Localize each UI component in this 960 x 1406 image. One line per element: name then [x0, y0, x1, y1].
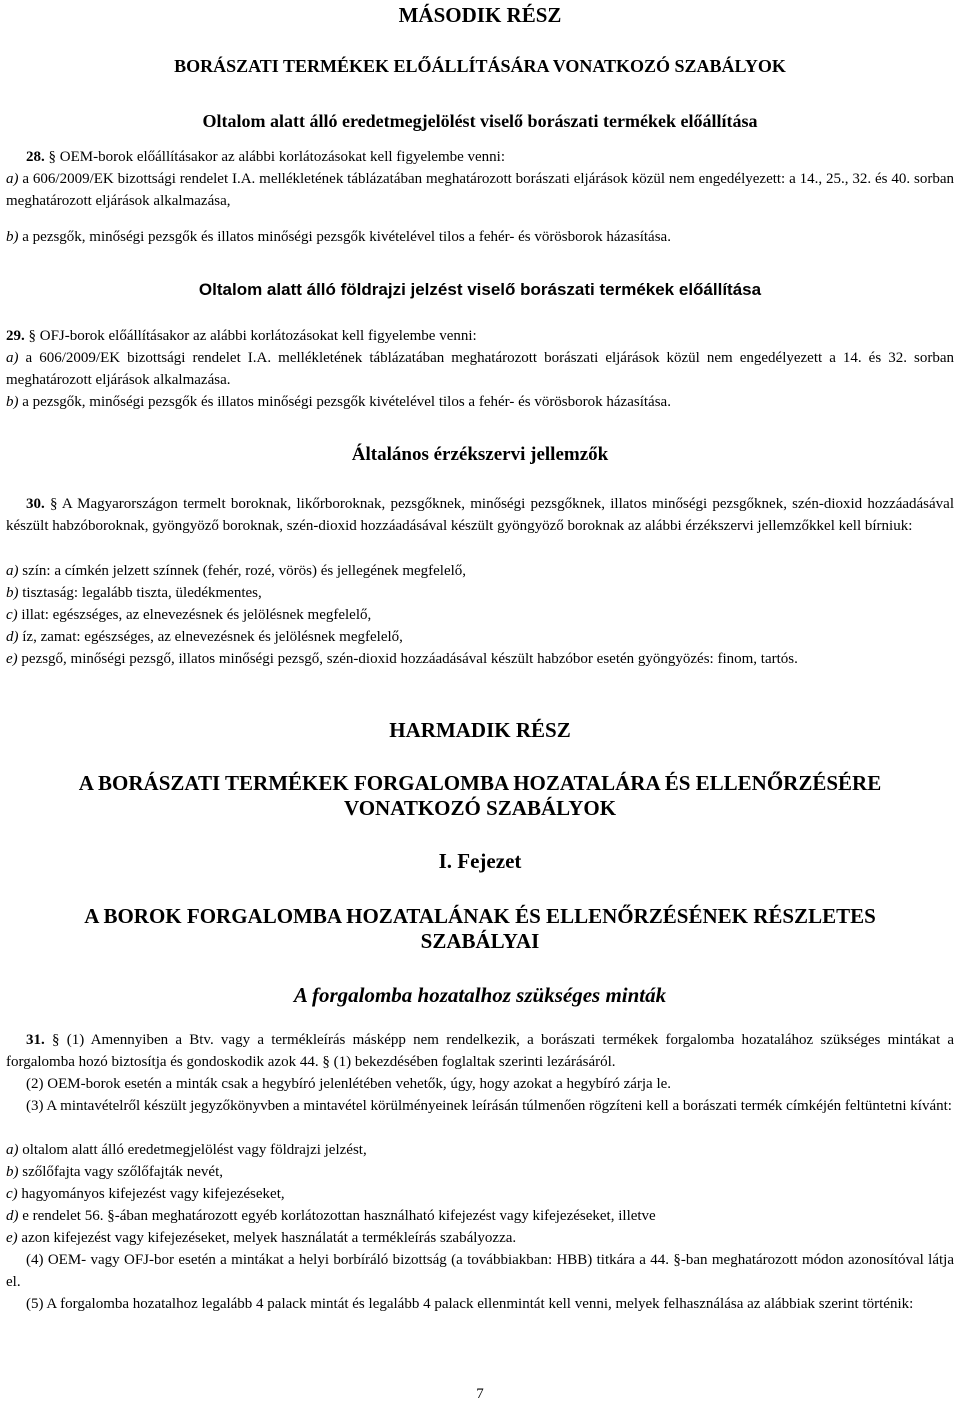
part3-subtitle-line2: VONATKOZÓ SZABÁLYOK [343, 796, 617, 820]
section-heading-samples: A forgalomba hozatalhoz szükséges minták [293, 983, 667, 1007]
item-text: a 606/2009/EK bizottsági rendelet I.A. mellékletének táblázatában meghatározott borászati eljárások közül nem engedélyezett: a 14., 25., 32. és 40. sorban meghatározott eljárások alkalmazása, [6, 171, 954, 209]
section-sign: § [49, 496, 58, 512]
item-label: e) [6, 651, 18, 667]
item-text: tisztaság: legalább tiszta, üledékmentes, [18, 585, 262, 601]
section-sign: § [52, 1032, 60, 1048]
item-label: e) [6, 1230, 18, 1246]
paragraph-31-3-e [6, 1228, 954, 1250]
item-label: d) [6, 629, 19, 645]
section-heading-sensory: Általános érzékszervi jellemzők [351, 444, 609, 465]
section-sign: § [28, 328, 36, 344]
part3-subtitle-line1: A BORÁSZATI TERMÉKEK FORGALOMBA HOZATALÁRA ÉS ELLENŐRZÉSÉRE [78, 771, 882, 795]
paragraph-31-3-b [6, 1162, 954, 1184]
item-text: a pezsgők, minőségi pezsgők és illatos minőségi pezsgők kivételével tilos a fehér- és vörösborok házasítása. [18, 229, 671, 245]
item-label: a) [6, 171, 19, 187]
paragraph-28-b [6, 227, 954, 249]
chapter-heading-line2: SZABÁLYAI [420, 929, 540, 953]
paragraph-31-3-c [6, 1184, 954, 1206]
paragraph-31-3-d [6, 1206, 954, 1228]
item-label: a) [6, 350, 19, 366]
paragraph-number: 29. [6, 328, 25, 344]
paragraph-intro: A Magyarországon termelt boroknak, likőrboroknak, pezsgőknek, minőségi pezsgőknek, illatos minőségi pezsgőknek, szén-dioxid hozzáadásával készült habzóboroknak, gyöngyöző boroknak, szén-dioxid hozzáadásával készült gyöngyöző boroknak az alábbi érzékszervi jellemzőkkel kell bírniuk: [6, 496, 954, 534]
paragraph-number: 31. [26, 1032, 45, 1048]
paragraph-number: 30. [26, 496, 45, 512]
paragraph-30-b [6, 583, 954, 605]
part3-title: HARMADIK RÉSZ [389, 718, 571, 742]
item-text: a pezsgők, minőségi pezsgők és illatos minőségi pezsgők kivételével tilos a fehér- és vörösborok házasítása. [18, 394, 671, 410]
paragraph-29-a [6, 348, 954, 391]
section-sign: § [48, 149, 56, 165]
section-heading-ofj: Oltalom alatt álló földrajzi jelzést viselő borászati termékek előállítása [198, 280, 762, 299]
item-text: a 606/2009/EK bizottsági rendelet I.A. mellékletének táblázatában meghatározott borászati eljárások közül nem engedélyezett a 14. és 32. sorban meghatározott eljárások alkalmazása. [6, 350, 954, 388]
item-label: a) [6, 1142, 19, 1158]
item-label: b) [6, 585, 19, 601]
paragraph-28 [6, 147, 954, 169]
item-label: b) [6, 394, 19, 410]
paragraph-31-3: (3) A mintavételről készült jegyzőkönyvben a mintavétel körülményeinek leírásán túlmenően rögzíteni kell a borászati termék címkéjén feltüntetni kívánt: [26, 1098, 952, 1114]
paragraph-30-d [6, 627, 954, 649]
paragraph-30-a [6, 561, 954, 583]
item-label: a) [6, 563, 19, 579]
paragraph-number: 28. [26, 149, 45, 165]
paragraph-29-b [6, 392, 954, 414]
paragraph-31-1 [6, 1030, 954, 1073]
paragraph-intro: OEM-borok előállításakor az alábbi korlátozásokat kell figyelembe venni: [56, 149, 506, 165]
item-text: oltalom alatt álló eredetmegjelölést vagy földrajzi jelzést, [18, 1142, 367, 1158]
paragraph-29 [6, 326, 954, 348]
item-label: b) [6, 1164, 19, 1180]
part-subtitle: BORÁSZATI TERMÉKEK ELŐÁLLÍTÁSÁRA VONATKOZÓ SZABÁLYOK [174, 56, 786, 76]
paragraph-30-e [6, 649, 954, 671]
paragraph-28-a [6, 169, 954, 212]
item-text: e rendelet 56. §-ában meghatározott egyéb korlátozottan használható kifejezést vagy kifejezéseket, illetve [18, 1208, 656, 1224]
item-text: hagyományos kifejezést vagy kifejezéseket, [17, 1186, 285, 1202]
page-number: 7 [476, 1386, 484, 1402]
chapter-heading-line1: A BOROK FORGALOMBA HOZATALÁNAK ÉS ELLENŐRZÉSÉNEK RÉSZLETES [84, 904, 876, 928]
item-text: illat: egészséges, az elnevezésnek és jelölésnek megfelelő, [17, 607, 372, 623]
section-heading-oem: Oltalom alatt álló eredetmegjelölést viselő borászati termékek előállítása [202, 111, 758, 131]
item-text: szín: a címkén jelzett színnek (fehér, rozé, vörös) és jellegének megfelelő, [18, 563, 467, 579]
item-label: c) [6, 607, 18, 623]
paragraph-intro: OFJ-borok előállításakor az alábbi korlátozásokat kell figyelembe venni: [36, 328, 477, 344]
chapter-title: I. Fejezet [438, 849, 522, 873]
paragraph-30 [6, 494, 954, 537]
part-title: MÁSODIK RÉSZ [398, 3, 562, 27]
paragraph-31-3-a [6, 1140, 954, 1162]
paragraph-text: (1) Amennyiben a Btv. vagy a termékleírás másképp nem rendelkezik, a borászati termékek forgalomba hozatalához szükséges mintákat a forgalomba hozó biztosítja és gondoskodik azok 44. § (1) bekezdésében foglaltak szerinti lezárásáról. [6, 1032, 955, 1070]
item-label: b) [6, 229, 19, 245]
item-text: azon kifejezést vagy kifejezéseket, melyek használatát a termékleírás szabályozza. [17, 1230, 517, 1246]
item-text: íz, zamat: egészséges, az elnevezésnek és jelölésnek megfelelő, [18, 629, 403, 645]
item-label: c) [6, 1186, 18, 1202]
item-text: szőlőfajta vagy szőlőfajták nevét, [18, 1164, 224, 1180]
paragraph-31-5: (5) A forgalomba hozatalhoz legalább 4 palack mintát és legalább 4 palack ellenmintát kell venni, melyek felhasználása az alábbiak szerint történik: [26, 1296, 914, 1312]
paragraph-30-c [6, 605, 954, 627]
item-label: d) [6, 1208, 19, 1224]
item-text: pezsgő, minőségi pezsgő, illatos minőségi pezsgő, szén-dioxid hozzáadásával készült habzóbor esetén gyöngyözés: finom, tartós. [17, 651, 798, 667]
paragraph-31-4: (4) OEM- vagy OFJ-bor esetén a mintákat a helyi borbíráló bizottság (a továbbiakban: HBB) titkára a 44. §-ban meghatározott módon azonosítóval látja el. [6, 1252, 954, 1290]
paragraph-31-2: (2) OEM-borok esetén a minták csak a hegybíró jelenlétében vehetők, úgy, hogy azokat a hegybíró zárja le. [26, 1076, 672, 1092]
